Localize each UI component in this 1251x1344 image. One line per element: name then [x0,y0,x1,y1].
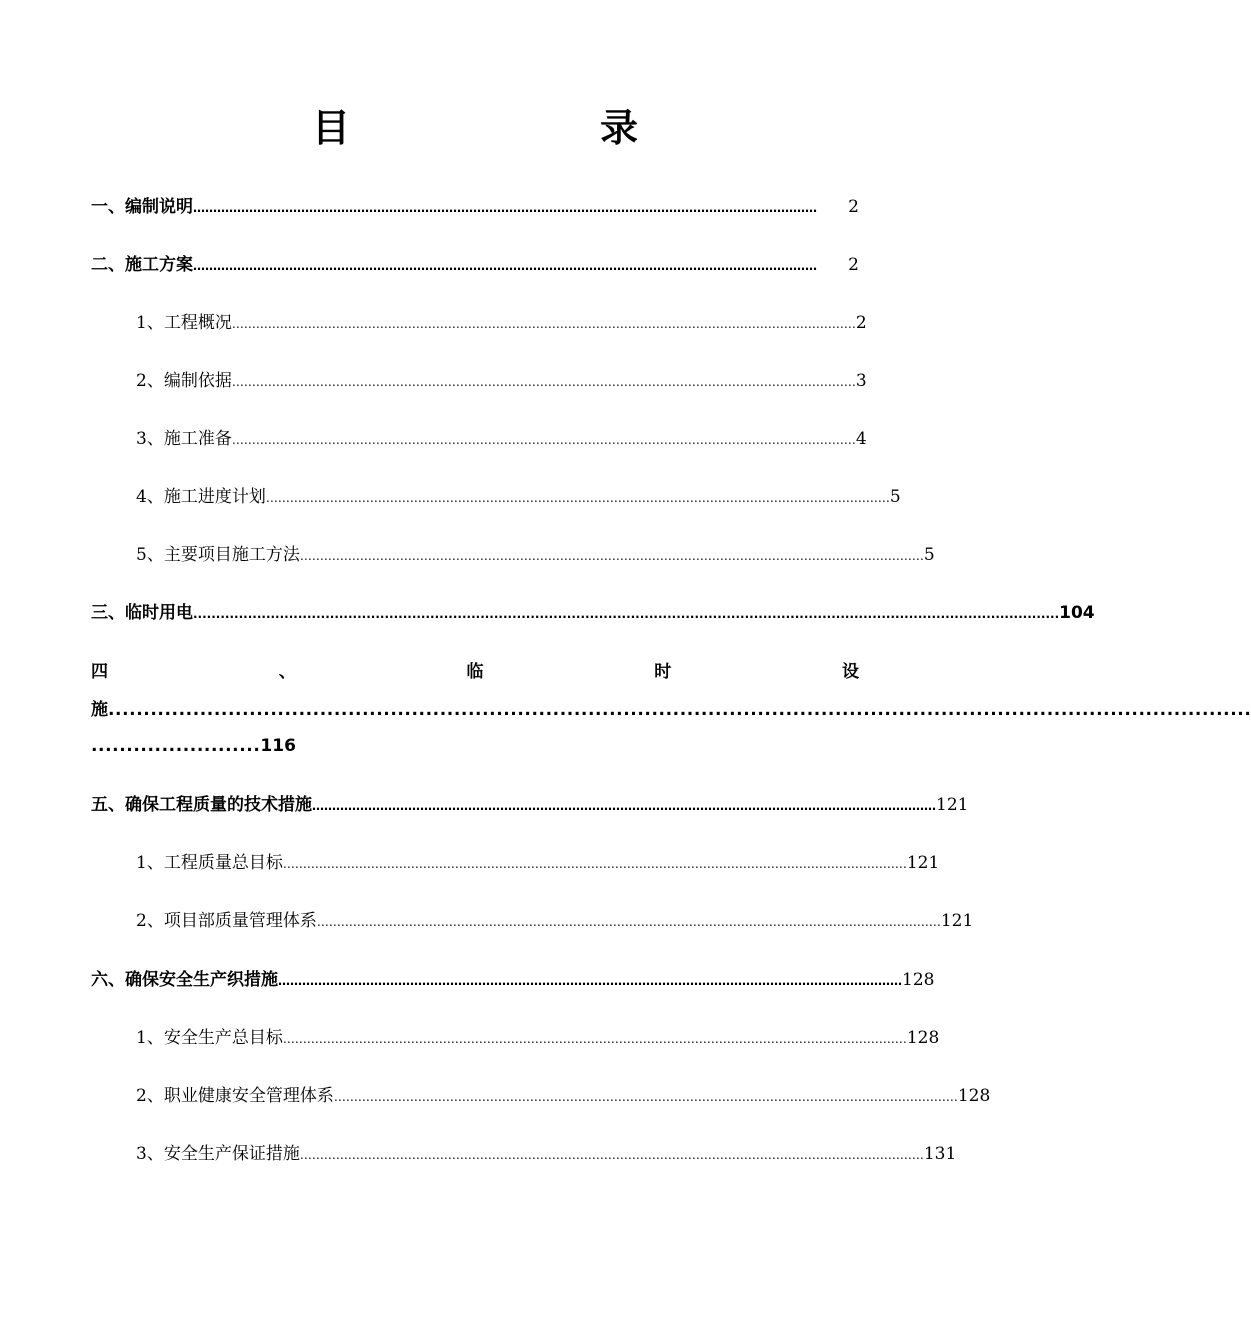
toc-entry-label: 一、编制说明 [91,197,193,217]
toc-entry-label: 3、施工准备 [136,429,232,449]
toc-entry-label: 1、工程质量总目标 [136,853,283,873]
toc-entry-6-1[interactable] [136,1026,940,1050]
toc-leader-dots: .................................................................................................................................................................. [108,700,1251,720]
toc-entry-label-part: 四 [91,662,108,682]
toc-entry-page: 3 [855,371,867,391]
toc-entry-6-2[interactable] [136,1084,991,1108]
toc-entry-4[interactable] [91,660,1251,758]
toc-entry-page: 121 [936,795,969,815]
toc-entry-label: 五、确保工程质量的技术措施 [91,795,312,815]
toc-entry-6[interactable] [91,968,935,992]
toc-entry-page: 131 [923,1144,957,1164]
toc-entry-label-part: 临 [466,662,484,682]
toc-entry-label-tail: 施 [91,700,108,720]
toc-entry-6-3[interactable] [136,1142,957,1166]
toc-entry-5-1[interactable] [136,851,940,875]
toc-entry-page: 121 [940,911,974,931]
toc-leader-dots: ………………………………………………………………………………………………………………………………………… [282,1032,907,1046]
toc-leader-dots: ………………………………………………………………………………………………………………………………………… [231,375,856,389]
toc-entry-page: 5 [923,545,935,565]
toc-entry-2-5[interactable] [136,543,935,567]
toc-entry-label: 1、安全生产总目标 [136,1028,283,1048]
toc-entry-2-4[interactable] [136,485,901,509]
toc-entry-page: 2 [848,255,859,275]
toc-entry-label: 3、安全生产保证措施 [136,1144,300,1164]
toc-entry-1[interactable] [91,195,859,219]
toc-entry-3[interactable] [91,601,1095,625]
toc-entry-label-part: 时 [654,662,672,682]
toc-entry-label: 5、主要项目施工方法 [136,545,300,565]
toc-entry-page: 116 [260,736,296,756]
toc-leader-dots: ………………………………………………………………………………………………………………………………………… [193,201,817,215]
toc-leader-dots: ………………………………………………………………………………………………………………………………………… [312,799,936,813]
toc-entry-label: 2、职业健康安全管理体系 [136,1086,334,1106]
toc-leader-dots: ………………………………………………………………………………………………………………………………………… [231,433,856,447]
toc-entry-label-part: 设 [842,662,859,682]
toc-leader-dots: ………………………………………………………………………………………………………………………………………… [278,974,902,988]
toc-entry-2-3[interactable] [136,427,867,451]
toc-entry-2-2[interactable] [136,369,867,393]
toc-entry-label: 1、工程概况 [136,313,232,333]
toc-leader-dots: ………………………………………………………………………………………………………………………………………… [265,491,890,505]
toc-entry-label-part: 、 [278,662,296,682]
toc-entry-label: 4、施工进度计划 [136,487,266,507]
toc-entry-page: 2 [855,313,867,333]
toc-leader-dots: ………………………………………………………………………………………………………………………………………… [299,549,924,563]
toc-entry-label: 二、施工方案 [91,255,193,275]
toc-entry-5[interactable] [91,793,969,817]
toc-leader-dots: ………………………………………………………………………………………………………………………………………… [333,1090,958,1104]
toc-entry-page: 5 [889,487,901,507]
toc-leader-dots: ………………………………………………………………………………………………………………………………………… [282,857,907,871]
toc-entry-page: 2 [848,197,859,217]
toc-entry-page: 128 [906,1028,940,1048]
toc-entry-label: 三、临时用电 [91,603,193,623]
toc-entry-page: 104 [1059,603,1095,623]
toc-entry-2[interactable] [91,253,859,277]
toc-entry-5-2[interactable] [136,909,974,933]
toc-entry-label: 六、确保安全生产织措施 [91,970,278,990]
toc-entry-page: 4 [855,429,867,449]
toc-leader-dots: ………………………………………………………………………………………………………………………………………… [231,317,856,331]
toc-leader-dots: ........................ [91,736,261,756]
toc-leader-dots: ………………………………………………………………………………………………………………………………………… [193,259,817,273]
toc-leader-dots: ………………………………………………………………………………………………………………………………………… [316,915,941,929]
toc-entry-label-spread [91,660,859,684]
toc-entry-label: 2、编制依据 [136,371,232,391]
toc-entry-page: 128 [902,970,935,990]
toc-leader-dots: .............................................................................................................................................................................................. [193,607,1060,621]
toc-entry-2-1[interactable] [136,311,867,335]
toc-entry-label: 2、项目部质量管理体系 [136,911,317,931]
toc-entry-page: 128 [957,1086,991,1106]
toc-title: 目 录 [311,106,696,150]
toc-entry-page: 121 [906,853,940,873]
toc-leader-dots: ………………………………………………………………………………………………………………………………………… [299,1148,924,1162]
